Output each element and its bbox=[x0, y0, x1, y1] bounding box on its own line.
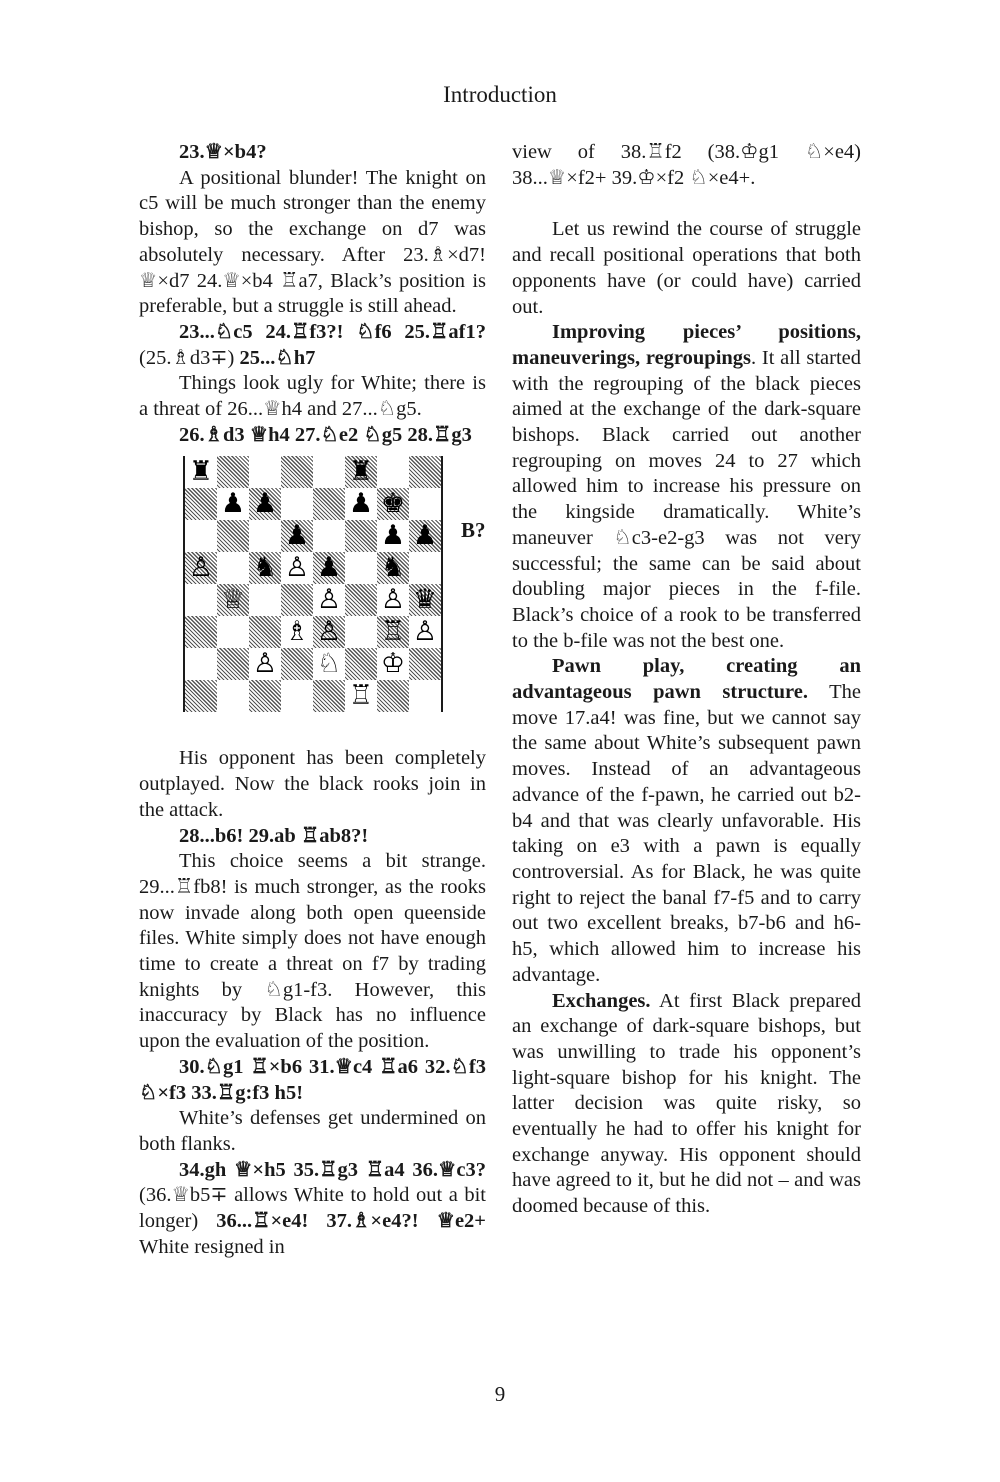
square-d6 bbox=[281, 520, 313, 552]
square-e1 bbox=[313, 680, 345, 712]
square-g7 bbox=[377, 488, 409, 520]
square-b7 bbox=[217, 488, 249, 520]
paragraph-exchanges bbox=[512, 989, 861, 1220]
square-g3 bbox=[377, 616, 409, 648]
paragraph-rewind: Let us rewind the course of struggle and recall positional operations that both opponents have (or could have) carried out. bbox=[512, 218, 861, 318]
square-a1 bbox=[185, 680, 217, 712]
chess-piece-icon: ♙ bbox=[252, 648, 278, 680]
square-g8 bbox=[377, 456, 409, 488]
paragraph-pawn-play bbox=[512, 654, 861, 988]
chess-piece-icon: ♟ bbox=[412, 520, 438, 552]
square-d1 bbox=[281, 680, 313, 712]
square-b8 bbox=[217, 456, 249, 488]
chess-piece-icon: ♛ bbox=[412, 584, 438, 616]
square-d7 bbox=[281, 488, 313, 520]
section-text: The move 17.a4! was fine, but we cannot say the same about White’s subsequent pawn moves. Instead of an advantageous advance of the f-pawn, he carried out b2-b4 and that was clearly unfavorable. His taking on e3 with a pawn is equally controversial. As for Black, he was quite right to reject the banal f7-f5 and to carry out two excellent breaks, b7-b6 and h6-h5, which allowed him to increase his advantage. bbox=[512, 681, 861, 986]
chess-piece-icon: ♙ bbox=[380, 584, 406, 616]
square-h2 bbox=[409, 648, 441, 680]
side-to-move-label: B? bbox=[461, 518, 486, 543]
square-a8 bbox=[185, 456, 217, 488]
square-c4 bbox=[249, 584, 281, 616]
chess-piece-icon: ♖ bbox=[348, 680, 374, 712]
section-text: . It all started with the regrouping of the black pieces aimed at the exchange of the dark-square bishops. Black carried out another regrouping on moves 24 to 27 which allowed him to increase his pressure on the kingside dramatically. White’s maneuver ♘c3-e2-g3 was not very successful; the same can be said about doubling major pieces in the f-file. Black’s choice of a rook to be transferred to the b-file was not the best one. bbox=[512, 346, 862, 652]
square-f2 bbox=[345, 648, 377, 680]
section-heading: Improving pieces’ positions, maneuverings, regroupings bbox=[512, 321, 861, 369]
move-line-34 bbox=[139, 1158, 486, 1261]
square-h3 bbox=[409, 616, 441, 648]
chess-piece-icon: ♖ bbox=[380, 616, 406, 648]
square-e5 bbox=[313, 552, 345, 584]
paragraph-threat: Things look ugly for White; there is a threat of 26...♕h4 and 27...♘g5. bbox=[139, 372, 486, 421]
move-note: (25.♗d3∓) bbox=[139, 346, 240, 369]
paragraph-continuation: view of 38.♖f2 (38.♔g1 ♘×e4) 38...♕×f2+ 39.♔×f2 ♘×e4+. bbox=[512, 141, 861, 189]
move-text: 25...♘h7 bbox=[239, 346, 316, 369]
square-d8 bbox=[281, 456, 313, 488]
square-b6 bbox=[217, 520, 249, 552]
square-c7 bbox=[249, 488, 281, 520]
chess-board bbox=[183, 456, 443, 712]
square-c3 bbox=[249, 616, 281, 648]
square-b4 bbox=[217, 584, 249, 616]
chess-piece-icon: ♟ bbox=[252, 488, 278, 520]
square-e7 bbox=[313, 488, 345, 520]
square-c5 bbox=[249, 552, 281, 584]
square-a6 bbox=[185, 520, 217, 552]
square-c2 bbox=[249, 648, 281, 680]
square-c6 bbox=[249, 520, 281, 552]
chess-piece-icon: ♟ bbox=[348, 488, 374, 520]
square-f3 bbox=[345, 616, 377, 648]
square-d4 bbox=[281, 584, 313, 616]
chess-piece-icon: ♚ bbox=[380, 488, 406, 520]
square-g6 bbox=[377, 520, 409, 552]
square-h4 bbox=[409, 584, 441, 616]
section-heading: Pawn play, creating an advantageous pawn structure. bbox=[512, 655, 861, 704]
paragraph-blunder: A positional blunder! The knight on c5 will be much stronger than the enemy bishop, so the exchange on d7 was absolutely necessary. After 23.♗×d7! ♕×d7 24.♕×b4 ♖a7, Black’s position is preferable, but a struggle is still ahead. bbox=[139, 166, 486, 318]
move-text: 23...♘c5 24.♖f3?! ♘f6 25.♖af1? bbox=[179, 320, 486, 343]
square-f4 bbox=[345, 584, 377, 616]
square-b3 bbox=[217, 616, 249, 648]
square-f5 bbox=[345, 552, 377, 584]
square-a4 bbox=[185, 584, 217, 616]
square-a5 bbox=[185, 552, 217, 584]
paragraph-defenses: White’s defenses get undermined on both flanks. bbox=[139, 1107, 486, 1155]
chess-piece-icon: ♔ bbox=[380, 648, 406, 680]
square-g1 bbox=[377, 680, 409, 712]
square-h6 bbox=[409, 520, 441, 552]
right-column bbox=[512, 140, 861, 1220]
square-c1 bbox=[249, 680, 281, 712]
chess-piece-icon: ♟ bbox=[380, 520, 406, 552]
move-line-23: 23.♕×b4? bbox=[179, 141, 267, 163]
paragraph-improving-pieces bbox=[512, 320, 861, 654]
square-e2 bbox=[313, 648, 345, 680]
chess-piece-icon: ♙ bbox=[316, 616, 342, 648]
chess-piece-icon: ♘ bbox=[316, 648, 342, 680]
square-d2 bbox=[281, 648, 313, 680]
page-number: 9 bbox=[494, 1382, 506, 1406]
running-header: Introduction bbox=[443, 82, 557, 107]
square-b5 bbox=[217, 552, 249, 584]
square-d3 bbox=[281, 616, 313, 648]
move-note: (36.♕b5∓ allows White to hold out a bit longer) bbox=[139, 1184, 486, 1233]
square-e3 bbox=[313, 616, 345, 648]
chess-diagram bbox=[139, 456, 486, 736]
chess-piece-icon: ♟ bbox=[316, 552, 342, 584]
square-f6 bbox=[345, 520, 377, 552]
square-h8 bbox=[409, 456, 441, 488]
left-column bbox=[139, 140, 486, 1261]
square-h5 bbox=[409, 552, 441, 584]
chess-piece-icon: ♜ bbox=[188, 456, 214, 488]
square-a2 bbox=[185, 648, 217, 680]
chess-piece-icon: ♙ bbox=[188, 552, 214, 584]
chess-piece-icon: ♕ bbox=[220, 584, 246, 616]
chess-piece-icon: ♗ bbox=[284, 616, 310, 648]
paragraph-outplayed: His opponent has been completely outplayed. Now the black rooks join in the attack. bbox=[139, 747, 486, 821]
square-c8 bbox=[249, 456, 281, 488]
section-text: At first Black prepared an exchange of dark-square bishops, but was unwilling to trade his opponent’s light-square bishop for his knight. The latter decision was quite risky, so eventually he had to offer his knight for exchange anyway. His opponent should have agreed to it, but he did not – and was doomed because of this. bbox=[512, 989, 861, 1218]
square-e8 bbox=[313, 456, 345, 488]
square-a7 bbox=[185, 488, 217, 520]
move-line-28: 28...b6! 29.ab ♖ab8?! bbox=[179, 824, 369, 847]
square-b1 bbox=[217, 680, 249, 712]
square-h1 bbox=[409, 680, 441, 712]
section-heading: Exchanges. bbox=[552, 989, 651, 1012]
chess-piece-icon: ♟ bbox=[284, 520, 310, 552]
chess-piece-icon: ♙ bbox=[412, 616, 438, 648]
square-h7 bbox=[409, 488, 441, 520]
chess-piece-icon: ♜ bbox=[348, 456, 374, 488]
square-e6 bbox=[313, 520, 345, 552]
chess-piece-icon: ♟ bbox=[220, 488, 246, 520]
move-line-23b bbox=[139, 320, 486, 371]
square-a3 bbox=[185, 616, 217, 648]
paragraph-strange-choice: This choice seems a bit strange. 29...♖fb8! is much stronger, as the rooks now invade along both open queenside files. White simply does not have enough time to create a threat on f7 by trading knights by ♘g1-f3. However, this inaccuracy by Black has no influence upon the evaluation of the position. bbox=[139, 850, 486, 1053]
move-line-26: 26.♗d3 ♕h4 27.♘e2 ♘g5 28.♖g3 bbox=[179, 423, 472, 446]
chess-piece-icon: ♞ bbox=[252, 552, 278, 584]
move-line-30: 30.♘g1 ♖×b6 31.♕c4 ♖a6 32.♘f3 ♘×f3 33.♖g:f3 h5! bbox=[139, 1055, 486, 1104]
chess-piece-icon: ♙ bbox=[284, 552, 310, 584]
move-tail: White resigned in bbox=[139, 1235, 285, 1258]
move-text: 36...♖×e4! 37.♗×e4?! ♕e2+ bbox=[216, 1210, 486, 1233]
chess-piece-icon: ♙ bbox=[316, 584, 342, 616]
square-f8 bbox=[345, 456, 377, 488]
square-g4 bbox=[377, 584, 409, 616]
square-f7 bbox=[345, 488, 377, 520]
move-text: 34.gh ♕×h5 35.♖g3 ♖a4 36.♕c3? bbox=[179, 1158, 486, 1181]
square-b2 bbox=[217, 648, 249, 680]
chess-piece-icon: ♞ bbox=[380, 552, 406, 584]
square-g2 bbox=[377, 648, 409, 680]
square-d5 bbox=[281, 552, 313, 584]
square-e4 bbox=[313, 584, 345, 616]
square-f1 bbox=[345, 680, 377, 712]
square-g5 bbox=[377, 552, 409, 584]
